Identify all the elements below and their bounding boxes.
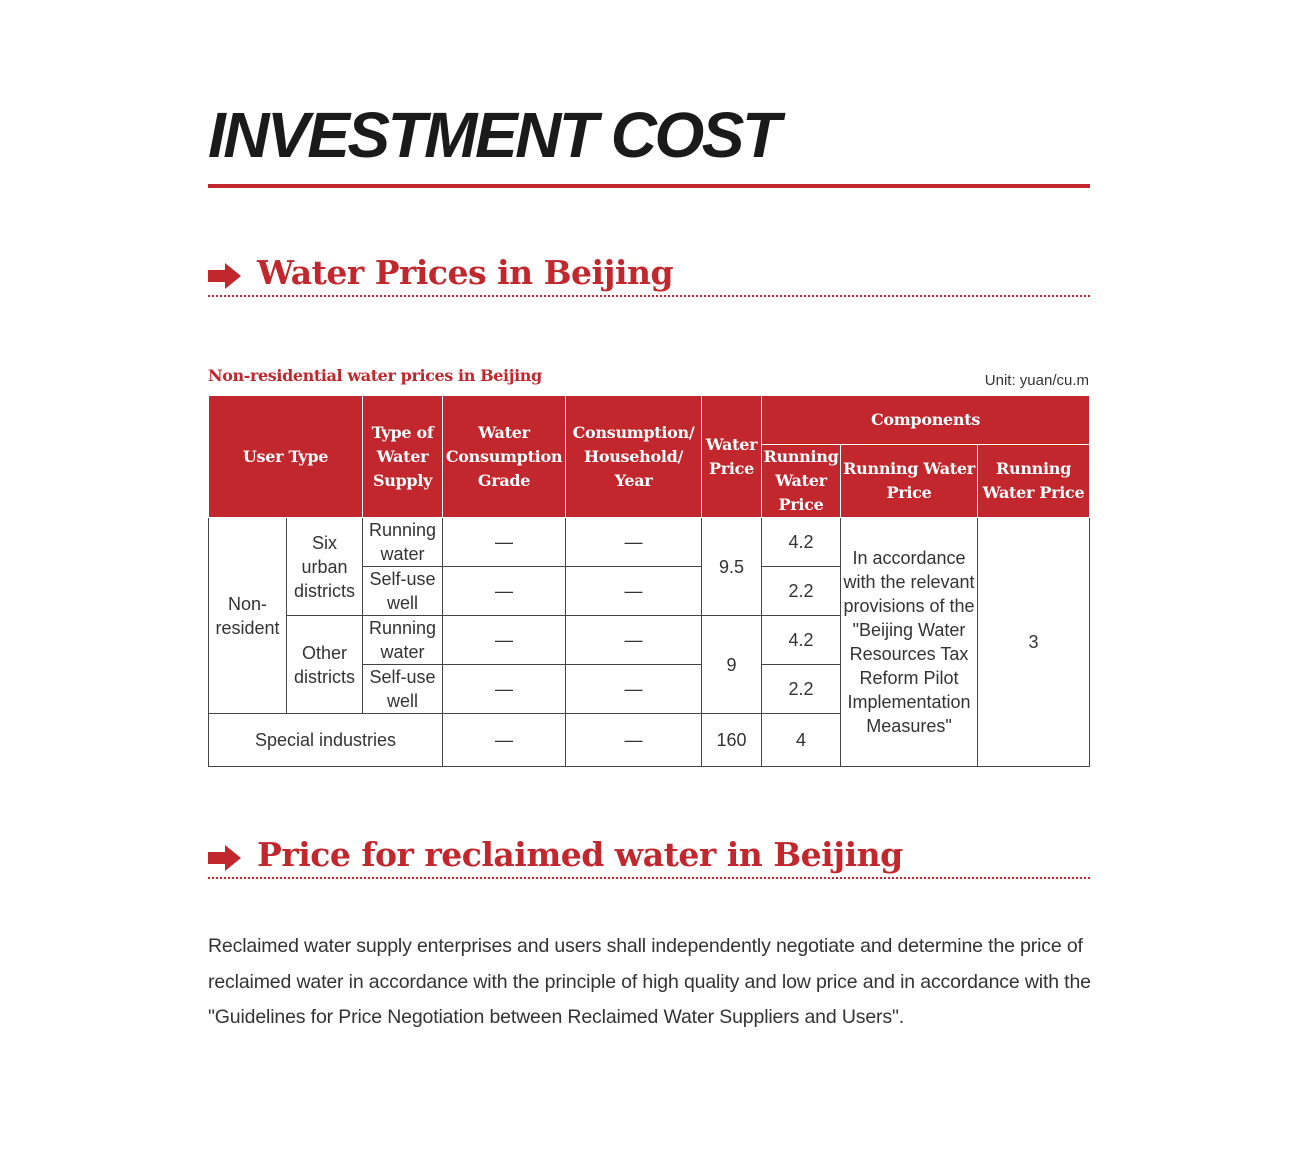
- cell-water-price: 9.5: [702, 518, 762, 616]
- cell-consumption: —: [566, 714, 702, 767]
- cell-other-districts: Other districts: [287, 616, 363, 714]
- cell-supply-type: Self-use well: [363, 567, 443, 616]
- section-water-prices: [208, 251, 1090, 295]
- section-title: Price for reclaimed water in Beijing: [257, 835, 903, 874]
- cell-grade: —: [443, 518, 566, 567]
- unit-label: Unit: yuan/cu.m: [984, 372, 1089, 389]
- cell-grade: —: [443, 665, 566, 714]
- cell-component-3: 3: [978, 518, 1090, 767]
- cell-supply-type: Running water: [363, 518, 443, 567]
- dotted-divider: [208, 295, 1090, 297]
- cell-water-price: 160: [702, 714, 762, 767]
- cell-consumption: —: [566, 567, 702, 616]
- cell-component-1: 2.2: [762, 567, 841, 616]
- cell-component-1: 4: [762, 714, 841, 767]
- arrow-right-icon: [208, 263, 242, 289]
- section-heading: [208, 251, 1090, 295]
- cell-consumption: —: [566, 665, 702, 714]
- section-reclaimed-water: [208, 833, 1090, 877]
- header-water-price: Water Price: [702, 396, 762, 518]
- table-row: [209, 518, 1090, 567]
- section-title: Water Prices in Beijing: [257, 253, 674, 292]
- cell-component-1: 4.2: [762, 616, 841, 665]
- cell-consumption: —: [566, 518, 702, 567]
- header-component-3: Running Water Price: [978, 445, 1090, 518]
- header-user-type: User Type: [209, 396, 363, 518]
- cell-special-industries: Special industries: [209, 714, 443, 767]
- cell-water-price: 9: [702, 616, 762, 714]
- cell-supply-type: Self-use well: [363, 665, 443, 714]
- header-consumption-grade: Water Consumption Grade: [443, 396, 566, 518]
- cell-component-1: 4.2: [762, 518, 841, 567]
- title-divider: [208, 184, 1090, 188]
- cell-grade: —: [443, 567, 566, 616]
- cell-consumption: —: [566, 616, 702, 665]
- header-component-2: Running Water Price: [841, 445, 978, 518]
- dotted-divider: [208, 877, 1090, 879]
- cell-component-1: 2.2: [762, 665, 841, 714]
- cell-supply-type: Running water: [363, 616, 443, 665]
- water-price-table: [208, 395, 1090, 767]
- cell-grade: —: [443, 714, 566, 767]
- reclaimed-water-paragraph: Reclaimed water supply enterprises and users shall independently negotiate and determine the price of reclaimed water in accordance with the principle of high quality and low price and in accordance with the "Guidelines for Price Negotiation between Reclaimed Water Suppliers and Users".: [208, 935, 1091, 1028]
- page-title: INVESTMENT COST: [208, 99, 779, 171]
- cell-tax-note: In accordance with the relevant provisions of the "Beijing Water Resources Tax Reform Pilot Implementation Measures": [841, 518, 978, 767]
- header-row: [209, 396, 1090, 445]
- cell-non-resident: Non-resident: [209, 518, 287, 714]
- cell-six-urban-districts: Six urban districts: [287, 518, 363, 616]
- header-consumption-household-year: Consumption/ Household/ Year: [566, 396, 702, 518]
- cell-grade: —: [443, 616, 566, 665]
- table-caption: Non-residential water prices in Beijing: [208, 366, 542, 385]
- header-component-1: Running Water Price: [762, 445, 841, 518]
- arrow-right-icon: [208, 845, 242, 871]
- section-heading: [208, 833, 1090, 877]
- header-type-of-supply: Type of Water Supply: [363, 396, 443, 518]
- header-components: Components: [762, 396, 1090, 445]
